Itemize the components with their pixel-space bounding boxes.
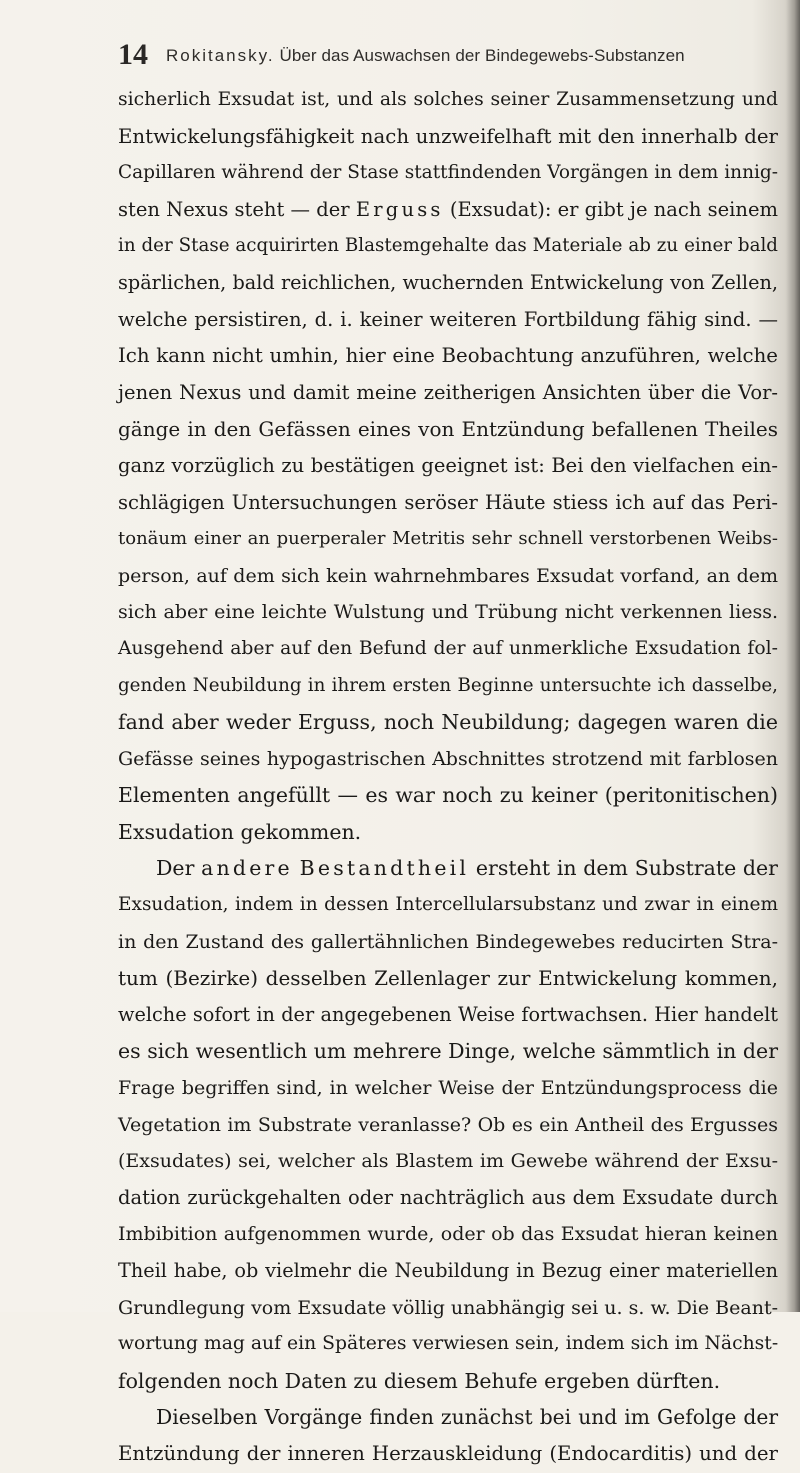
text-line: ganz vorzüglich zu bestätigen geeignet ist: Bei den vielfachen ein- xyxy=(118,453,778,477)
header-title xyxy=(166,46,685,66)
text-segment: sten Nexus steht — der xyxy=(118,197,350,221)
text-line: Gefässe seines hypogastrischen Abschnittes strotzend mit farblosen xyxy=(118,747,778,770)
text-line: tonäum einer an puerperaler Metritis sehr schnell verstorbenen Weibs- xyxy=(118,528,778,550)
text-line: Entzündung der inneren Herzauskleidung (Endocarditis) und der xyxy=(118,1441,778,1465)
text-line: welche persistiren, d. i. keiner weiteren Fortbildung fähig sind. — xyxy=(118,307,778,331)
text-line: (Exsudates) sei, welcher als Blastem im Gewebe während der Exsu- xyxy=(118,1150,778,1173)
text-segment: Der xyxy=(156,856,195,881)
text-segment: ersteht in dem Substrate der xyxy=(469,856,778,881)
text-line: Theil habe, ob vielmehr die Neubildung in Bezug einer materiellen xyxy=(118,1259,778,1282)
emphasis-term: Bestandtheil xyxy=(299,856,470,881)
text-line: spärlichen, bald reichlichen, wuchernden Entwickelung von Zellen, xyxy=(118,270,778,294)
text-line: Capillaren während der Stase stattfindenden Vorgängen in dem innig- xyxy=(118,162,778,184)
text-line: dation zurückgehalten oder nachträglich aus dem Exsudate durch xyxy=(118,1185,778,1209)
text-line: schlägigen Untersuchungen seröser Häute stiess ich auf das Peri- xyxy=(118,490,778,514)
text-line xyxy=(118,850,778,887)
text-line: gänge in den Gefässen eines von Entzündung befallenen Theiles xyxy=(118,417,778,442)
text-line: tum (Bezirke) desselben Zellenlager zur Entwickelung kommen, xyxy=(118,966,778,991)
text-line: Elementen angefüllt — es war noch zu keiner (peritonitischen) xyxy=(118,783,778,808)
text-line: Exsudation gekommen. xyxy=(118,819,362,844)
text-line: Grundlegung vom Exsudate völlig unabhängig sei u. s. w. Die Beant- xyxy=(118,1296,778,1319)
text-line: sicherlich Exsudat ist, und als solches seiner Zusammensetzung und xyxy=(118,89,778,110)
text-line xyxy=(118,192,778,229)
text-line: Ich kann nicht umhin, hier eine Beobachtung anzuführen, welche xyxy=(118,344,778,368)
text-line: wortung mag auf ein Späteres verwiesen sein, indem sich im Nächst- xyxy=(118,1333,779,1355)
text-line: Imbibition aufgenommen wurde, oder ob das Exsudat hieran keinen xyxy=(118,1223,778,1246)
emphasis-term: Erguss xyxy=(355,197,444,221)
text-line: in den Zustand des gallertähnlichen Bindegewebes reducirten Stra- xyxy=(118,930,778,953)
text-line: welche sofort in der angegebenen Weise fortwachsen. Hier handelt xyxy=(118,1002,778,1026)
text-line: Frage begriffen sind, in welcher Weise der Entzündungsprocess die xyxy=(118,1077,778,1100)
text-line: sich aber eine leichte Wulstung und Trübung nicht verkennen liess. xyxy=(118,601,778,624)
header-title-text: Über das Auswachsen der Bindegewebs-Substanzen xyxy=(279,46,685,65)
text-line: Dieselben Vorgänge finden zunächst bei und im Gefolge der xyxy=(156,1405,778,1430)
text-line: folgenden noch Daten zu diesem Behufe ergeben dürften. xyxy=(118,1368,721,1393)
running-head xyxy=(118,38,758,72)
text-line: jenen Nexus und damit meine zeitherigen Ansichten über die Vor- xyxy=(118,380,778,404)
page-number: 14 xyxy=(118,38,148,71)
body-text xyxy=(118,82,778,1473)
text-line: person, auf dem sich kein wahrnehmbares Exsudat vorfand, an dem xyxy=(118,564,778,587)
text-line: Exsudation, indem in dessen Intercellularsubstanz und zwar in einem xyxy=(118,894,778,916)
header-author: Rokitansky. xyxy=(166,46,275,65)
text-line: es sich wesentlich um mehrere Dinge, welche sämmtlich in der xyxy=(118,1039,778,1064)
text-line: fand aber weder Erguss, noch Neubildung; dagegen waren die xyxy=(118,710,778,735)
text-segment: (Exsudat): er gibt je nach seinem xyxy=(443,197,778,221)
emphasis-term: andere xyxy=(201,856,293,881)
text-line: Entwickelungsfähigkeit nach unzweifelhaft mit den innerhalb der xyxy=(118,124,778,148)
text-line: Ausgehend aber auf den Befund der auf unmerkliche Exsudation fol- xyxy=(118,637,778,659)
text-line: in der Stase acquirirten Blastemgehalte das Materiale ab zu einer bald xyxy=(118,235,778,257)
text-line: Vegetation im Substrate veranlasse? Ob es ein Antheil des Ergusses xyxy=(118,1113,778,1136)
page-edge-shadow xyxy=(786,0,800,1312)
text-line: genden Neubildung in ihrem ersten Beginne untersuchte ich dasselbe, xyxy=(118,674,778,696)
